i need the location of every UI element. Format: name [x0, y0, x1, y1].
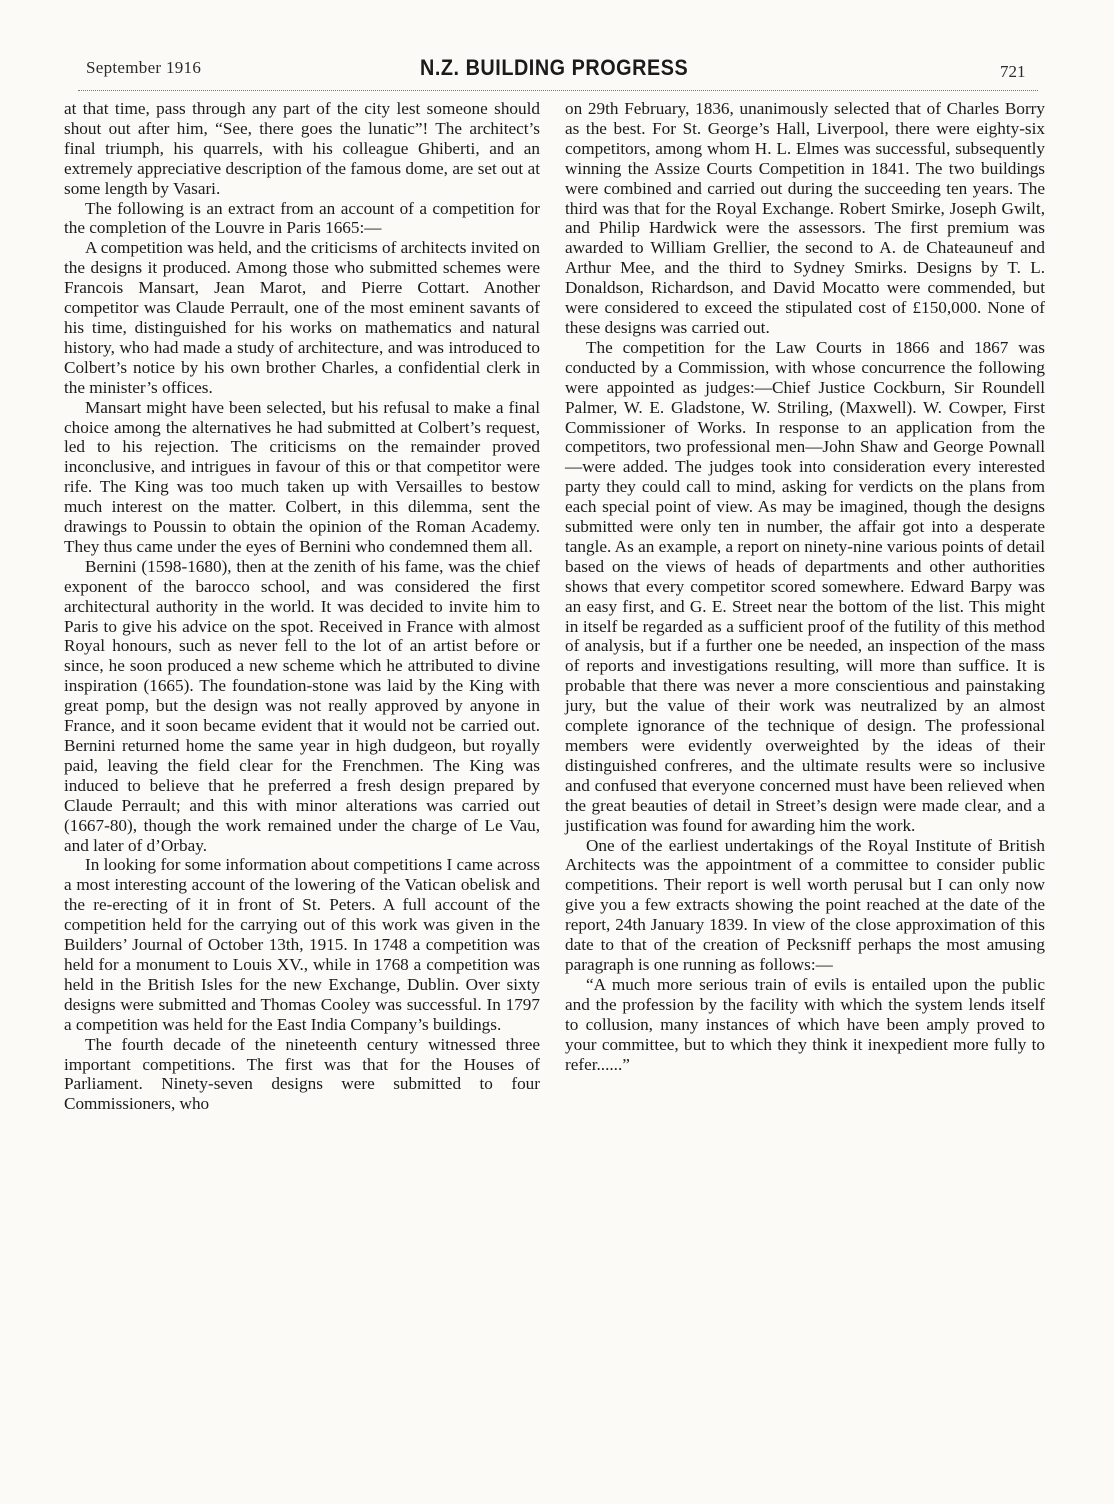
right-column: [565, 99, 1045, 1074]
quote-paragraph: “A much more serious train of evils is entailed upon the public and the profession by the facility with which the system lends itself to collusion, many instances of which have been amply proved to your committee, but to which they think it inexpedient more fully to refer......”: [565, 974, 1045, 1074]
paragraph: A competition was held, and the criticisms of architects invited on the designs it produced. Among those who submitted schemes were Francois Mansart, Jean Marot, and Pierre Cottart. Another competitor was Claude Perrault, one of the most eminent savants of his time, distinguished for his works on mathematics and natural history, who had made a study of architecture, and was introduced to Colbert’s notice by his own brother Charles, a confidential clerk in the minister’s offices.: [64, 238, 540, 397]
paragraph: Bernini (1598-1680), then at the zenith of his fame, was the chief exponent of the barocco school, and was considered the first architectural authority in the world. It was decided to invite him to Paris to give his advice on the spot. Received in France with almost Royal honours, such as never fell to the lot of an artist before or since, he soon produced a new scheme which he attributed to divine inspiration (1665). The foundation-stone was laid by the King with great pomp, but the design was not really approved by anyone in France, and it soon became evident that it would not be carried out. Bernini returned home the same year in high dudgeon, but royally paid, leaving the field clear for the Frenchmen. The King was induced to believe that he preferred a fresh design prepared by Claude Perrault; and this with minor alterations was carried out (1667-80), though the work remained under the charge of Le Vau, and later of d’Orbay.: [64, 556, 540, 855]
header-page-number: 721: [1000, 62, 1026, 81]
paragraph: In looking for some information about competitions I came across a most interesting account of the lowering of the Vatican obelisk and the re-erecting of it in front of St. Peters. A full account of the competition held for the carrying out of this work was given in the Builders’ Journal of October 13th, 1915. In 1748 a competition was held for a monument to Louis XV., while in 1768 a competition was held in the British Isles for the new Exchange, Dublin. Over sixty designs were submitted and Thomas Cooley was successful. In 1797 a competition was held for the East India Company’s buildings.: [64, 855, 540, 1034]
paragraph: The following is an extract from an account of a competition for the completion of the Louvre in Paris 1665:—: [64, 198, 540, 238]
paragraph: The fourth decade of the nineteenth century witnessed three important competitions. The first was that for the Houses of Parliament. Ninety-seven designs were submitted to four Commissioners, who: [64, 1034, 540, 1114]
paragraph: The competition for the Law Courts in 1866 and 1867 was conducted by a Commission, with whose concurrence the following were appointed as judges:—Chief Justice Cockburn, Sir Roundell Palmer, W. E. Gladstone, W. Striling, (Maxwell). W. Cowper, First Commissioner of Works. In response to an application from the competitors, two professional men—John Shaw and George Pownall—were added. The judges took into consideration every interested party they could call to mind, asking for verdicts on the plans from each special point of view. As may be imagined, though the designs submitted were only ten in number, the affair got into a desperate tangle. As an example, a report on ninety-nine various points of detail based on the views of heads of departments and other authorities shows that every competitor scored somewhere. Edward Barpy was an easy first, and G. E. Street near the bottom of the list. This might in itself be regarded as a sufficient proof of the futility of this method of analysis, but if a further one be needed, an inspection of the mass of reports and investigations resulting, will more than suffice. It is probable that there was never a more conscientious and painstaking jury, but the value of their work was neutralized by an almost complete ignorance of the technique of design. The professional members were evidently overweighted by the ideas of their distinguished confreres, and the ultimate results were so inclusive and confused that everyone concerned must have been relieved when the great beauties of detail in Street’s design were made clear, and a justification was found for awarding him the work.: [565, 337, 1045, 835]
header-rule: [78, 90, 1038, 91]
header-title: N.Z. BUILDING PROGRESS: [420, 55, 689, 80]
paragraph: One of the earliest undertakings of the Royal Institute of British Architects was the appointment of a committee to consider public competitions. Their report is well worth perusal but I can only now give you a few extracts showing the point reached at the date of the report, 24th January 1839. In view of the close approximation of this date to that of the creation of Pecksniff perhaps the most amusing paragraph is one running as follows:—: [565, 835, 1045, 974]
header-date: September 1916: [86, 58, 202, 77]
paragraph: on 29th February, 1836, unanimously selected that of Charles Borry as the best. For St. George’s Hall, Liverpool, there were eighty-six competitors, among whom H. L. Elmes was successful, subsequently winning the Assize Courts Competition in 1841. The two buildings were combined and carried out during the succeeding ten years. The third was that for the Royal Exchange. Robert Smirke, Joseph Gwilt, and Philip Hardwick were the assessors. The first premium was awarded to William Grellier, the second to A. de Chateauneuf and Arthur Mee, and the third to Sydney Smirks. Designs by T. L. Donaldson, Richardson, and David Mocatto were commended, but were considered to exceed the stipulated cost of £150,000. None of these designs was carried out.: [565, 99, 1045, 337]
paragraph: Mansart might have been selected, but his refusal to make a final choice among the alternatives he had submitted at Colbert’s request, led to his rejection. The criticisms on the remainder proved inconclusive, and intrigues in favour of this or that competitor were rife. The King was too much taken up with Versailles to bestow much interest on the matter. Colbert, in this dilemma, sent the drawings to Poussin to obtain the opinion of the Roman Academy. They thus came under the eyes of Bernini who condemned them all.: [64, 397, 540, 556]
paragraph: at that time, pass through any part of the city lest someone should shout out after him, “See, there goes the lunatic”! The architect’s final triumph, his quarrels, with his colleague Ghiberti, and an extremely appreciative description of the famous dome, are set out at some length by Vasari.: [64, 99, 540, 198]
left-column: [64, 99, 540, 1114]
